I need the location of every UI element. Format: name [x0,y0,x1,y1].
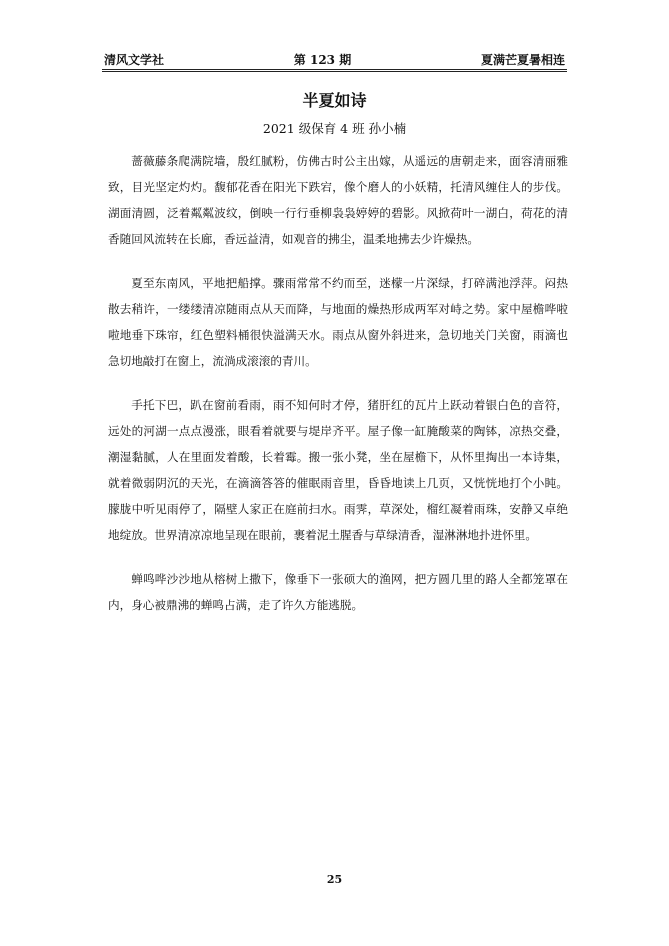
header-issue-number: 第 123 期 [293,52,352,67]
paragraph: 手托下巴，趴在窗前看雨，雨不知何时才停，猪肝红的瓦片上跃动着银白色的音符，远处的河湖一点点漫涨，眼看着就要与堤岸齐平。屋子像一缸腌酸菜的陶钵，凉热交叠，潮湿黏腻，人在里面发着酸，长着霉。搬一张小凳，坐在屋檐下，从怀里掏出一本诗集，就着微弱阴沉的天光，在滴滴答答的催眠雨音里，昏昏地读上几页，又恍恍地打个小盹。朦胧中听见雨停了，隔壁人家正在庭前扫水。雨霁，草深处，榴红凝着雨珠，安静又卓绝地绽放。世界清凉凉地呈现在眼前，裹着泥土腥香与草绿清香，湿淋淋地扑进怀里。 [108,398,568,542]
article-byline: 2021 级保育 4 班 孙小楠 [262,121,407,136]
header-section-title: 夏满芒夏暑相连 [480,52,565,67]
article-body [108,148,568,636]
page-number: 25 [326,873,343,886]
running-header [104,50,565,68]
header-magazine-name: 清风文学社 [104,52,165,67]
paragraph: 蔷薇藤条爬满院墙，殷红腻粉，仿佛古时公主出嫁，从遥远的唐朝走来，面容清丽雅致，目光坚定灼灼。馥郁花香在阳光下跌宕，像个磨人的小妖精，托清风缠住人的步伐。湖面清圆，泛着粼粼波纹，倒映一行行垂柳袅袅婷婷的碧影。风掀荷叶一湖白，荷花的清香随回风流转在长廊，香远益清，如观音的拂尘，温柔地拂去少许燥热。 [108,154,568,246]
article-title: 半夏如诗 [302,91,367,110]
paragraph: 蝉鸣哗沙沙地从榕树上撒下，像垂下一张硕大的渔网，把方圆几里的路人全都笼罩在内，身心被鼎沸的蝉鸣占满，走了许久方能逃脱。 [108,572,568,612]
header-rule [102,69,567,72]
paragraph: 夏至东南风，平地把船撑。骤雨常常不约而至，迷檬一片深绿，打碎满池浮萍。闷热散去稍许，一缕缕清凉随雨点从天而降，与地面的燥热形成两军对峙之势。家中屋檐哗啦啦地垂下珠帘，红色塑料桶很快溢满天水。雨点从窗外斜进来，急切地关门关窗，雨滴也急切地敲打在窗上，流淌成滚滚的青川。 [108,276,568,368]
